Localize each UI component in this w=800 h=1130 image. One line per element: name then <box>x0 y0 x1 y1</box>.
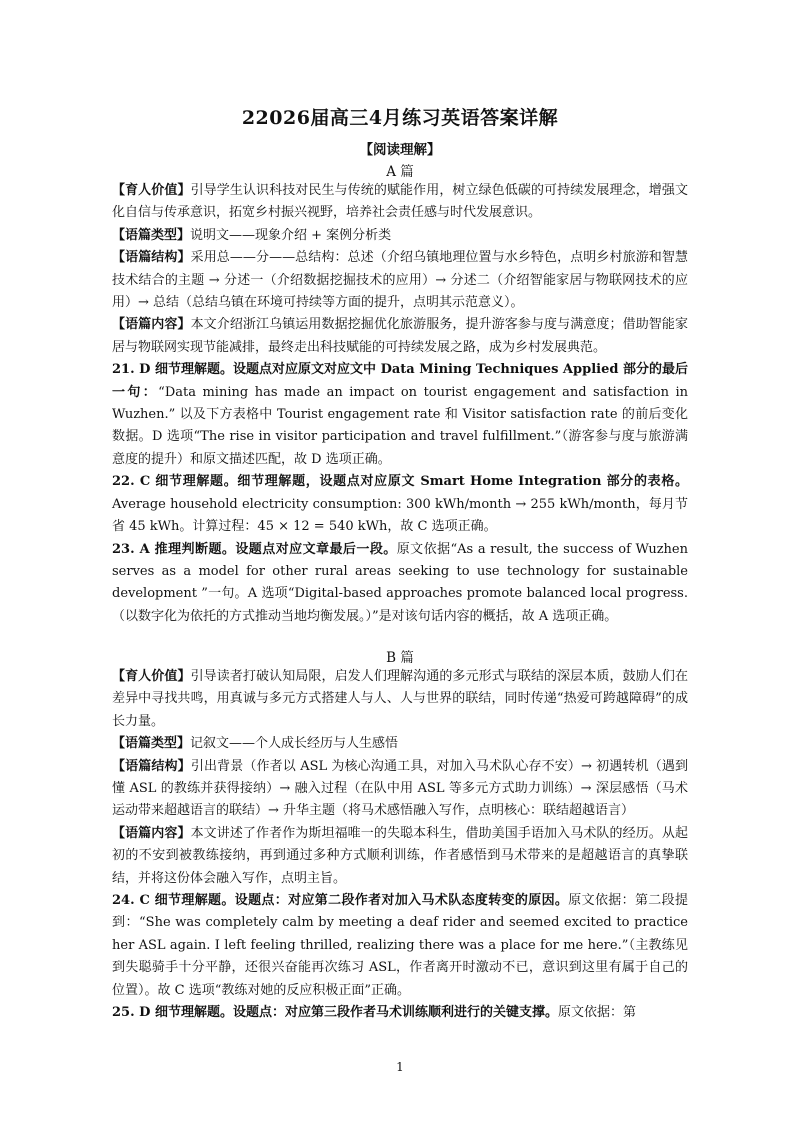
part-a-structure <box>112 247 688 314</box>
question-21-head: 21. D 细节理解题。设题点对应原文对应文中 Data Mining Techniques Applied 部分的最后一句： <box>112 362 688 400</box>
question-22-body: Average household electricity consumption: 300 kWh/month → 255 kWh/month，每月节省 45 kWh。计算过程：45 × 12 = 540 kWh，故 C 选项正确。 <box>112 496 688 535</box>
question-25-head: 25. D 细节理解题。设题点：对应第三段作者马术训练顺利进行的关键支撑。 <box>112 1005 558 1021</box>
part-a-value <box>112 180 688 225</box>
part-b-heading: B 篇 <box>386 650 414 666</box>
question-24-head: 24. C 细节理解题。设题点：对应第二段作者对加入马术队态度转变的原因。 <box>112 893 569 909</box>
question-25-body: 原文依据：第 <box>557 1005 636 1021</box>
question-23-answer <box>112 539 688 629</box>
part-b-type <box>112 733 688 755</box>
structure-tag: 【语篇结构】 <box>112 250 191 266</box>
part-b-structure <box>112 756 688 823</box>
content-tag: 【语篇内容】 <box>112 825 191 841</box>
part-b-content-summary <box>112 823 688 890</box>
type-text: 记叙文——个人成长经历与人生感悟 <box>190 736 399 752</box>
type-tag: 【语篇类型】 <box>112 736 191 752</box>
structure-text: 引出背景（作者以 ASL 为核心沟通工具，对加入马术队心存不安）→ 初遇转机（遇到懂 ASL 的教练并获得接纳）→ 融入过程（在队中用 ASL 等多元方式助力训练）→ 深层感悟（马术运动带来超越语言的联结）→ 升华主题（将马术感悟融入写作，点明核心：联结超越语言） <box>112 758 688 819</box>
content-text: 本文介绍浙江乌镇运用数据挖掘优化旅游服务，提升游客参与度与满意度；借助智能家居与物联网实现节能减排，最终走出科技赋能的可持续发展之路，成为乡村发展典范。 <box>112 317 688 355</box>
value-text: 引导读者打破认知局限，启发人们理解沟通的多元形式与联结的深层本质，鼓励人们在差异中寻找共鸣，用真诚与多元方式搭建人与人、人与世界的联结，同时传递“热爱可跨越障碍”的成长力量。 <box>112 669 688 729</box>
content-tag: 【语篇内容】 <box>112 317 191 333</box>
section-title: 【阅读理解】 <box>359 142 441 158</box>
structure-tag: 【语篇结构】 <box>112 758 191 774</box>
question-24-body: 原文依据：第二段提到：“She was completely calm by meeting a deaf rider and seemed excited to practice her ASL again. I left feeling thrilled, realizing there was a place for me here.”（主教练见到失聪骑手十分平静，还很兴奋能再次练习 ASL，作者离开时激动不已，意识到这里有属于自己的位置）。故 C 选项“教练对她的反应积极正面”正确。 <box>112 893 688 998</box>
page-number: 1 <box>396 1060 404 1074</box>
document-title: 22026届高三4月练习英语答案详解 <box>241 107 559 129</box>
question-22-answer <box>112 471 688 538</box>
part-b-value <box>112 666 688 733</box>
question-21-body: “Data mining has made an impact on tourist engagement and satisfaction in Wuzhen.” 以及下方表格中 Tourist engagement rate 和 Visitor satisfaction rate 的前后变化数据。D 选项“The rise in visitor participation and travel fulfillment.”（游客参与度与旅游满意度的提升）和原文描述匹配，故 D 选项正确。 <box>112 384 688 467</box>
question-25-answer <box>112 1002 688 1024</box>
part-a-type <box>112 225 688 247</box>
value-text: 引导学生认识科技对民生与传统的赋能作用，树立绿色低碳的可持续发展理念，增强文化自信与传承意识，拓宽乡村振兴视野，培养社会责任感与时代发展意识。 <box>112 183 688 221</box>
part-b-content <box>112 666 688 1025</box>
type-text: 说明文——现象介绍 + 案例分析类 <box>190 227 392 243</box>
question-23-head: 23. A 推理判断题。设题点对应文章最后一段。 <box>112 541 397 557</box>
structure-text: 采用总——分——总结构：总述（介绍乌镇地理位置与水乡特色，点明乡村旅游和智慧技术结合的主题 → 分述一（介绍数据挖掘技术的应用）→ 分述二（介绍智能家居与物联网技术的应用）→ 总结（总结乌镇在环境可持续等方面的提升，点明其示范意义）。 <box>112 250 688 311</box>
part-a-content-summary <box>112 314 688 359</box>
content-text: 本文讲述了作者作为斯坦福唯一的失聪本科生，借助美国手语加入马术队的经历。从起初的不安到被教练接纳，再到通过多种方式顺利训练，作者感悟到马术带来的是超越语言的真挚联结，并将这份体会融入写作，点明主旨。 <box>112 825 688 886</box>
value-tag: 【育人价值】 <box>112 669 191 684</box>
part-a-content <box>112 180 688 628</box>
value-tag: 【育人价值】 <box>112 183 191 198</box>
question-21-answer <box>112 359 688 471</box>
part-a-heading: A 篇 <box>386 164 414 180</box>
question-22-head: 22. C 细节理解题。细节理解题，设题点对应原文 Smart Home Integration 部分的表格。 <box>112 474 688 490</box>
question-23-body: 原文依据“As a result, the success of Wuzhen serves as a model for other rural areas seeking to use technology for sustainable development ”一句。A 选项“Digital-based approaches promote balanced local progress.（以数字化为依托的方式推动当地均衡发展。）”是对该句话内容的概括，故 A 选项正确。 <box>112 541 688 624</box>
question-24-answer <box>112 890 688 1002</box>
type-tag: 【语篇类型】 <box>112 227 191 243</box>
